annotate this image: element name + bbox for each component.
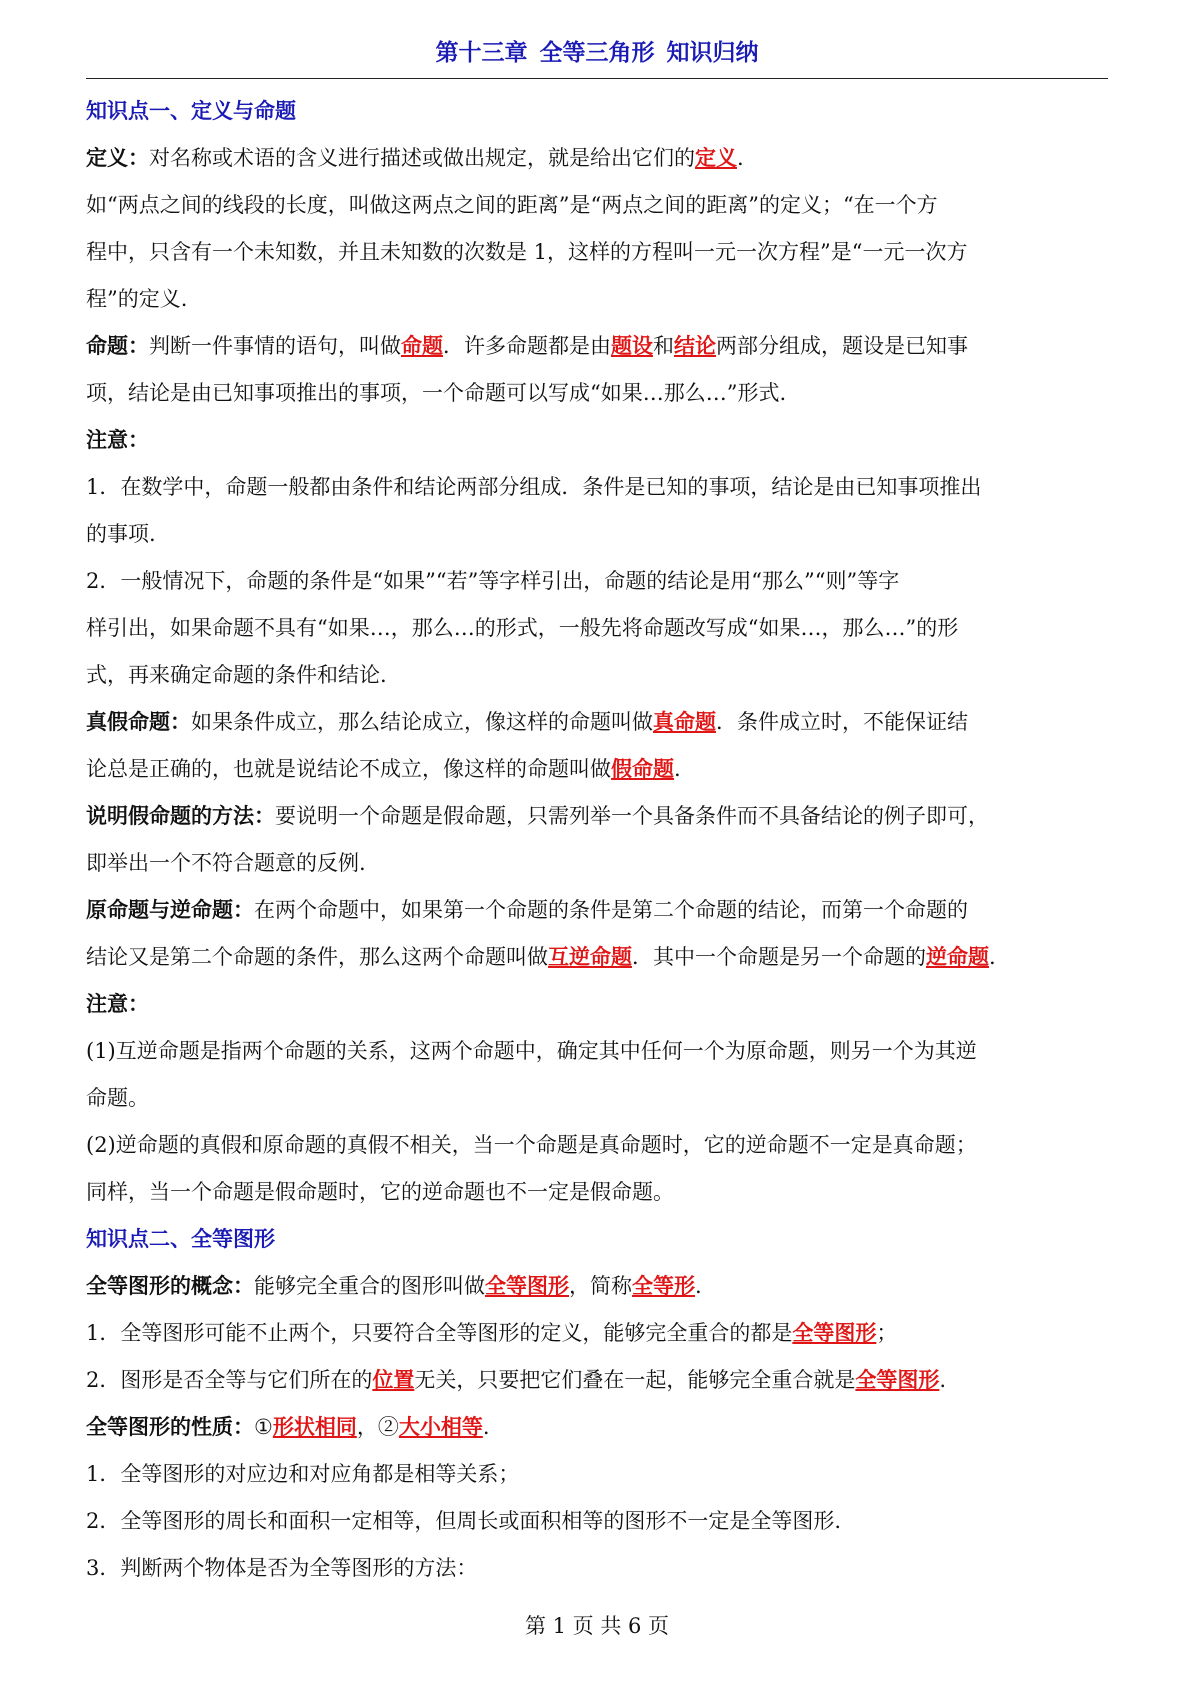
- paragraph-line: 如“两点之间的线段的长度，叫做这两点之间的距离”是“两点之间的距离”的定义；“在一个方: [86, 193, 938, 217]
- term-label: 全等图形的性质：: [86, 1415, 254, 1439]
- header-divider: [86, 78, 1108, 79]
- chapter-number: 第十三章: [435, 40, 528, 66]
- term-label: 全等图形的概念：: [86, 1274, 254, 1298]
- paragraph-line: 定义：对名称或术语的含义进行描述或做出规定，就是给出它们的定义.: [86, 146, 744, 170]
- paragraph-text: 无关，只要把它们叠在一起，能够完全重合就是: [414, 1368, 856, 1392]
- paragraph-text: .: [989, 945, 996, 969]
- key-term: 真命题: [653, 710, 716, 734]
- key-term: 全等图形: [792, 1321, 877, 1345]
- note-label: 注意：: [86, 428, 149, 452]
- list-item: 的事项.: [86, 522, 156, 546]
- paragraph-text: ．其中一个命题是另一个命题的: [632, 945, 926, 969]
- term-label: 命题：: [86, 334, 149, 358]
- list-item: 同样，当一个命题是假命题时，它的逆命题也不一定是假命题。: [86, 1180, 674, 1204]
- key-term: 定义: [695, 146, 737, 170]
- paragraph-text: 结论又是第二个命题的条件，那么这两个命题叫做: [86, 945, 548, 969]
- note-label: 注意：: [86, 992, 149, 1016]
- paragraph-text: ．条件成立时，不能保证结: [716, 710, 968, 734]
- paragraph-text: .: [674, 757, 681, 781]
- paragraph-text: ，②: [356, 1415, 399, 1439]
- list-item: (1)互逆命题是指两个命题的关系，这两个命题中，确定其中任何一个为原命题，则另一个为其逆: [86, 1039, 977, 1063]
- paragraph-text: ；: [876, 1321, 898, 1345]
- list-item: 命题。: [86, 1086, 149, 1110]
- paragraph-text: .: [939, 1368, 947, 1392]
- key-term: 互逆命题: [548, 945, 632, 969]
- chapter-topic: 全等三角形: [539, 40, 655, 66]
- paragraph-line: [86, 887, 1116, 934]
- term-label: 定义：: [86, 146, 149, 170]
- paragraph-line: [86, 1404, 1116, 1451]
- paragraph-text: 对名称或术语的含义进行描述或做出规定，就是给出它们的: [149, 146, 695, 170]
- paragraph-line: [86, 793, 1116, 840]
- key-term: 全等图形: [855, 1368, 940, 1392]
- page-footer: 第 1 页 共 6 页: [524, 1614, 670, 1638]
- paragraph-line: 程”的定义.: [86, 287, 188, 311]
- key-term: 假命题: [611, 757, 674, 781]
- key-term: 全等图形: [485, 1274, 569, 1298]
- paragraph-text: 如果条件成立，那么结论成立，像这样的命题叫做: [191, 710, 653, 734]
- list-item: 2．一般情况下，命题的条件是“如果”“若”等字样引出，命题的结论是用“那么”“则”等字: [86, 569, 900, 593]
- paragraph-text: ．许多命题都是由: [443, 334, 611, 358]
- list-item: 式，再来确定命题的条件和结论.: [86, 663, 387, 687]
- key-term: 形状相同: [272, 1415, 357, 1439]
- paragraph-line: [86, 1263, 1116, 1310]
- key-term: 逆命题: [926, 945, 989, 969]
- paragraph-line: [86, 934, 1116, 981]
- paragraph-text: .: [482, 1415, 490, 1439]
- paragraph-text: ，简称: [569, 1274, 632, 1298]
- term-label: 原命题与逆命题：: [86, 898, 254, 922]
- paragraph-text: .: [695, 1274, 702, 1298]
- page-header: [86, 34, 1108, 67]
- paragraph-text: 论总是正确的，也就是说结论不成立，像这样的命题叫做: [86, 757, 611, 781]
- paragraph-line: [86, 746, 1116, 793]
- list-item: 1．全等图形的对应边和对应角都是相等关系；: [86, 1462, 520, 1486]
- list-item: 样引出，如果命题不具有“如果…，那么…的形式，一般先将命题改写成“如果…，那么…”的形: [86, 616, 959, 640]
- key-term: 结论: [674, 334, 716, 358]
- paragraph-text: 判断一件事情的语句，叫做: [149, 334, 401, 358]
- paragraph-line: [86, 323, 1116, 370]
- section-title: 知识点二、全等图形: [86, 1227, 275, 1251]
- paragraph-line: 程中，只含有一个未知数，并且未知数的次数是 1，这样的方程叫一元一次方程”是“一元一次方: [86, 240, 968, 264]
- key-term: 题设: [611, 334, 653, 358]
- list-item: 1．在数学中，命题一般都由条件和结论两部分组成．条件是已知的事项，结论是由已知事项推出: [86, 475, 982, 499]
- key-term: 命题: [401, 334, 443, 358]
- paragraph-text: 1．全等图形可能不止两个，只要符合全等图形的定义，能够完全重合的都是: [86, 1321, 793, 1345]
- paragraph-text: 要说明一个命题是假命题，只需列举一个具备条件而不具备结论的例子即可，: [275, 804, 989, 828]
- list-item: 2．全等图形的周长和面积一定相等，但周长或面积相等的图形不一定是全等图形.: [86, 1509, 842, 1533]
- chapter-subtitle: 知识归纳: [666, 40, 759, 66]
- list-item: [86, 1310, 1116, 1357]
- list-item: 3．判断两个物体是否为全等图形的方法：: [86, 1556, 478, 1580]
- key-term: 全等形: [632, 1274, 695, 1298]
- paragraph-line: 即举出一个不符合题意的反例.: [86, 851, 366, 875]
- document-body: [86, 88, 1116, 1592]
- paragraph-text: 和: [653, 334, 674, 358]
- paragraph-text: ①: [254, 1415, 273, 1439]
- paragraph-text: 2．图形是否全等与它们所在的: [86, 1368, 373, 1392]
- paragraph-line: 项，结论是由已知事项推出的事项，一个命题可以写成“如果…那么…”形式.: [86, 381, 787, 405]
- paragraph-text: 能够完全重合的图形叫做: [254, 1274, 485, 1298]
- paragraph-line: [86, 699, 1116, 746]
- section-title: 知识点一、定义与命题: [86, 99, 296, 123]
- key-term: 大小相等: [398, 1415, 483, 1439]
- key-term: 位置: [372, 1368, 415, 1392]
- paragraph-text: 两部分组成，题设是已知事: [716, 334, 968, 358]
- list-item: [86, 1357, 1116, 1404]
- term-label: 说明假命题的方法：: [86, 804, 275, 828]
- list-item: (2)逆命题的真假和原命题的真假不相关，当一个命题是真命题时，它的逆命题不一定是真命题；: [86, 1133, 977, 1157]
- document-page: [86, 0, 1108, 1682]
- term-label: 真假命题：: [86, 710, 191, 734]
- paragraph-text: 在两个命题中，如果第一个命题的条件是第二个命题的结论，而第一个命题的: [254, 898, 968, 922]
